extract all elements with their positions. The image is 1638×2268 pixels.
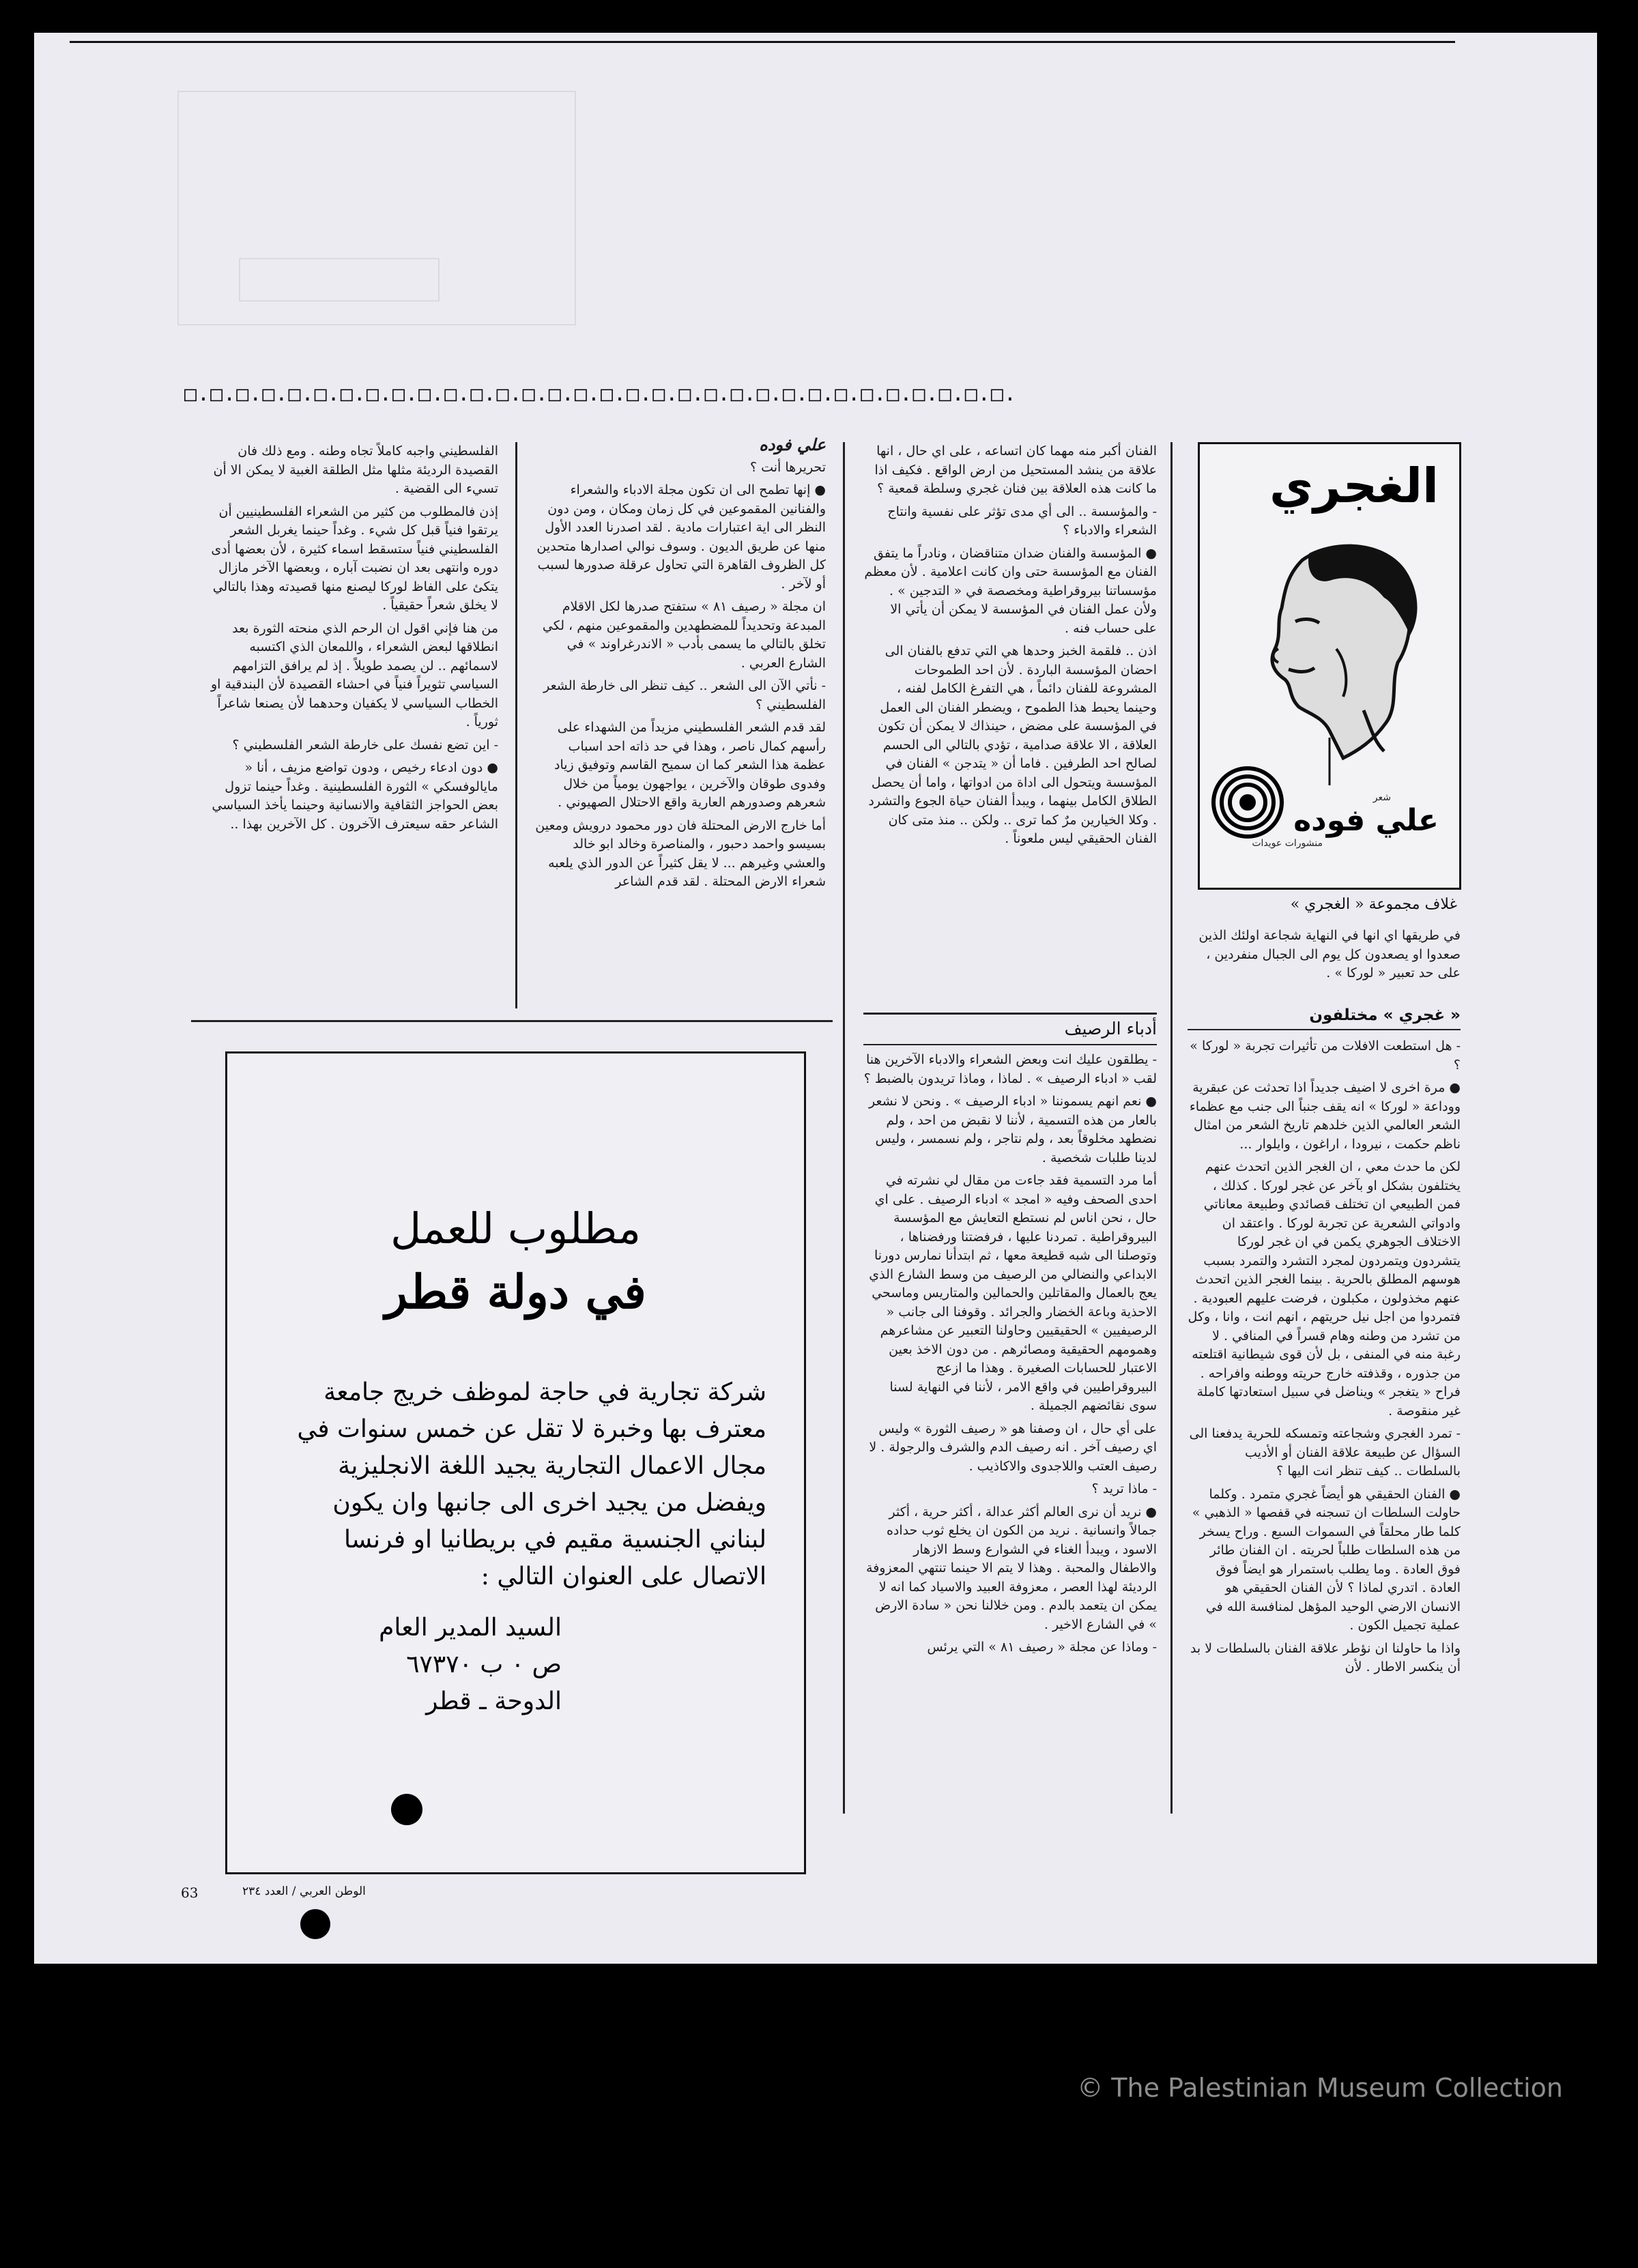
column-1-heading: أدباء الرصيف [1064, 1019, 1157, 1038]
column-2 [532, 435, 826, 1008]
column-1-para: ● نريد أن نرى العالم أكثر عدالة ، أكثر حرية ، أكثر جمالاً وانسانية . نريد من الكون ان يخلع ثوب حداده الاسود ، ويبدأ الغناء في الشوارع وسط الازهار والاطفال والمحبة . وهذا لا يتم الا حينما تنتهي المعزوفة الرديئة لهذا العصر ، معزوفة العبيد والاسياد كما انه لا يمكن ان يتعمد بالدم . ومن خلالنا نحن « سادة الارض » في الشارع الاخير . [866, 1504, 1157, 1632]
column-divider [843, 442, 845, 1814]
column-3-para: من هنا فإني اقول ان الرحم الذي منحته الثورة بعد انطلاقها لبعض الشعراء ، واللمعان الذي اكتسبه لاسمائهم .. لن يصمد طويلاً . إذ لم يرافق التزامهم السياسي تثويراً فنياً في احشاء القصيدة لأن البندقية او الخطاب السياسي لا يكفيان وحدهما لأن يصنعا شاعراً ثورياً . [210, 620, 498, 729]
column-1-para: الفنان أكبر منه مهما كان اتساعه ، على اي حال ، انها علاقة من ينشد المستحيل من ارض الواقع . فكيف اذا ما كانت هذه العلاقة بين فنان غجري وسلطة قمعية ؟ [874, 444, 1157, 496]
column-2-para: - نأتي الآن الى الشعر .. كيف تنظر الى خارطة الشعر الفلسطيني ؟ [543, 678, 826, 712]
column-4-para: ● الفنان الحقيقي هو أيضاً غجري متمرد . وكلما حاولت السلطات ان تسجنه في قفصها « الذهبي » كلما طار محلقاً في السموات السبع . وراح يسخر من هذه السلطات طلباً لحريته . ان الفنان طائر فوق العادة . وما يطلب باستمرار هو ايضاً فوق العادة . اتدري لماذا ؟ لأن الفنان الحقيقي هو الانسان الارضي الوحيد المؤهل لمنافسة الله في عملية تجميل الكون . [1192, 1486, 1461, 1633]
column-4-para: واذا ما حاولنا ان نؤطر علاقة الفنان بالسلطات لا بد أن ينكسر الاطار . لأن [1190, 1640, 1461, 1674]
column-1-para: - والمؤسسة .. الى أي مدى تؤثر على نفسية وانتاج الشعراء والادباء ؟ [887, 504, 1157, 538]
column-4-para: - هل استطعت الافلات من تأثيرات تجربة « لوركا » ؟ [1190, 1038, 1461, 1073]
heading-rule [1188, 1029, 1461, 1030]
column-2-para: ان مجلة « رصيف ٨١ » ستفتح صدرها لكل الاقلام المبدعة وتحديداً للمضطهدين والمقموعين منهم ، لكي تخلق بالتالي ما يسمى بأدب « الاندرغراوند » في الشارع العربي . [542, 599, 826, 671]
publication-source: الوطن العربي / العدد ٢٣٤ [242, 1885, 366, 1898]
column-2-para: أما خارج الارض المحتلة فان دور محمود درويش ومعين بسيسو واحمد دحبور ، والمناصرة وخالد ابو خالد والعشي وغيرهم ... لا يقل كثيراً عن الدور الذي يلعبه شعراء الارض المحتلة . لقد قدم الشاعر [535, 817, 826, 889]
author-signature: علي فوده [759, 435, 826, 454]
book-cover-credits [1213, 792, 1439, 849]
column-1-para: - ماذا تريد ؟ [1091, 1481, 1157, 1496]
copyright-watermark: © The Palestinian Museum Collection [1077, 2073, 1563, 2103]
column-divider [515, 442, 517, 1008]
column-3-para: - اين تضع نفسك على خارطة الشعر الفلسطيني ؟ [232, 737, 498, 753]
book-cover-poet: علي فوده [1293, 803, 1439, 838]
book-cover-title: الغجري [1269, 458, 1439, 514]
poet-portrait-icon [1227, 533, 1432, 785]
column-1-para: على أي حال ، ان وصفنا هو « رصيف الثورة » وليس اي رصيف آخر . انه رصيف الدم والشرف والرجولة . لا رصيف العتب واللاجدوى والاكاذيب . [869, 1421, 1157, 1474]
column-4-para: لكن ما حدث معي ، ان الغجر الذين اتحدث عنهم يختلفون بشكل او بآخر عن غجر لوركا . كذلك ، فمن الطبيعي ان تختلف قصائدي وطبيعة معاناتي وادواتي الشعرية عن تجربة لوركا . واعتقد ان الاختلاف الجوهري يكمن في ان غجر لوركا يتشردون ويتمردون لمجرد التشرد والتمرد بسبب هوسهم المطلق بالحرية . بينما الغجر الذين اتحدث عنهم مخذولون ، مكبلون ، فرضت عليهم العبودية . فتمردوا من اجل نيل حريتهم ، انهم انت ، وانا ، وكل من تشرد من وطنه وهام قسراً في المنافي . لا رغبة منه في المنفى ، بل لأن قوى شيطانية اقتلعته من جذوره ، وقذفته خارج حريته ووطنه وافراحه . فراح « يتغجر » ويناضل في سبيل استعادتها كاملة غير منقوصة . [1188, 1159, 1461, 1419]
column-divider [1170, 442, 1173, 1814]
column-1-para: - يطلقون عليك انت وبعض الشعراء والادباء الآخرين هنا لقب « ادباء الرصيف » . لماذا ، وماذا تريدون بالضبط ؟ [863, 1052, 1157, 1086]
bleed-through-box-small [239, 258, 440, 302]
ad-headline-2: في دولة قطر [385, 1265, 646, 1320]
column-4-heading: « غجري » مختلفون [1309, 1006, 1461, 1024]
ad-body-text: شركة تجارية في حاجة لموظف خريج جامعة معترف بها وخبرة لا تقل عن خمس سنوات في مجال الاعمال التجارية يجيد اللغة الانجليزية ويفضل من يجيد اخرى الى جانبها وان يكون لبناني الجنسية مقيم في بريطانيا او فرنسا الاتصال على العنوان التالي : [297, 1378, 766, 1590]
column-1-para: أما مرد التسمية فقد جاءت من مقال لي نشرته في احدى الصحف وفيه « امجد » ادباء الرصيف . على اي حال ، نحن اناس لم نستطع التعايش مع المؤسسة البيروقراطية . تمردنا عليها ، فرفضتنا ورفضناها ، وتوصلنا الى شبه قطيعة معها ، ثم ابتدأنا نمارس دورنا الابداعي والنضالي من الرصيف من وسط الشارع الذي يعج بالعمال والمقاتلين والحمالين والمتاريس وماسحي الاحذية وباعة الخضار والجرائد . وقوفنا الى جانب « الرصيفيين » الحقيقيين وحاولنا التعبير عن مشاعرهم وهمومهم الحقيقية ومصائرهم . من دون الاخذ بعين الاعتبار للحسابات الصغيرة . وهذا ما ازعج البيروقراطيين في واقع الامر ، لأننا في النهاية لسنا سوى نقائضهم الجميلة . [869, 1173, 1157, 1413]
ad-contact-pobox: ص ٠ ب ٦٧٣٧٠ [406, 1651, 562, 1678]
ad-headline-1: مطلوب للعمل [390, 1204, 641, 1253]
book-cover-subtitle: شعر [1373, 792, 1391, 803]
column-1-bottom [863, 1051, 1157, 1808]
column-3-para: إذن فالمطلوب من كثير من الشعراء الفلسطينيين أن يرتقوا فنياً قبل كل شيء . وغداً حينما يغربل الشعر الفلسطيني فنياً ستسقط اسماء كثيرة ، لأن بعضها أدى دوره وانتهى بعد ان نضبت آباره ، وبعضها الآخر مازال يتكئ على الفاظ لوركا ليصنع منها قصيدته وهذا بالتالي لا يخلق شعراً حقيقياً . [211, 504, 498, 613]
column-3-para: الفلسطيني واجبه كاملاً تجاه وطنه . ومع ذلك فان القصيدة الرديئة مثلها مثل الطلقة الغبية لا يمكن الا أن تسيء الى القضية . [213, 444, 498, 496]
book-cover-publisher: منشورات عويدات [1252, 838, 1323, 849]
column-2-para: تحريرها أنت ؟ [749, 459, 826, 475]
column-3-para: ● دون ادعاء رخيص ، ودون تواضع مزيف ، أنا « مايالوفسكي » الثورة الفلسطينية . وغداً حينما تزول بعض الحواجز الثقافية والانسانية وحينما يأخذ السياسي الشاعر حقه سيعترف الآخرون . كل الآخرين بهذا .. [212, 760, 498, 832]
ink-spot [391, 1794, 422, 1825]
book-cover-image [1198, 442, 1461, 890]
column-4-para: ● مرة اخرى لا اضيف جديداً اذا تحدثت عن عبقرية ووداعة « لوركا » انه يقف جنباً الى جنب مع عظماء الشعر العالمي الذين خلدهم تاريخ الشعر من امثال ناظم حكمت ، نيرودا ، اراغون ، وايلوار ... [1189, 1080, 1461, 1152]
top-rule [70, 41, 1455, 43]
book-cover-caption: غلاف مجموعة « الغجري » [1290, 896, 1457, 913]
ad-contact-name: السيد المدير العام [379, 1614, 562, 1642]
column-3 [205, 442, 498, 1008]
column-1-para: ● المؤسسة والفنان ضدان متناقضان ، ونادراً ما يتفق الفنان مع المؤسسة حتى وان كانت اعلامية . لأن معظم مؤسساتنا بيروقراطية ومخصصة في « التدجين » . ولأن عمل الفنان في المؤسسة لا يمكن أن يأتي الا على حساب فنه . [864, 545, 1157, 636]
newspaper-page [34, 33, 1597, 1964]
section-rule [863, 1044, 1157, 1045]
section-rule [191, 1020, 833, 1022]
ink-spot [300, 1909, 330, 1939]
decorative-dash-row: □.□.□.□.□.□.□.□.□.□.□.□.□.□.□.□.□.□.□.□.□.□.□.□.□.□.□.□.□.□.□.□. [184, 382, 1017, 406]
column-1-top [863, 442, 1157, 1008]
ad-contact-city: الدوحة ـ قطر [426, 1687, 562, 1715]
column-4 [1188, 927, 1461, 1814]
column-1-para: اذن .. فلقمة الخبز وحدها هي التي تدفع بالفنان الى احضان المؤسسة الباردة . لأن احد الطموحات المشروعة للفنان دائماً ، هي التفرغ الكامل لفنه ، وحينما يحبط هذا الطموح ، ويضطر الفنان الى العمل في المؤسسة على مضض ، حينذاك لا يمكن أن تكون العلاقة ، الا علاقة صدامية ، تؤدي بالتالي الى الحسم لصالح احد الطرفين . فاما أن « يتدجن » الفنان في المؤسسة ويتحول الى اداة من ادواتها ، واما أن يحصل الطلاق الكامل بينهما ، ويبدأ الفنان حياة الجوع والتشرد . وكلا الخيارين مرٌ كما ترى .. ولكن .. منذ متى كان الفنان الحقيقي ليس ملعوناً . [868, 643, 1157, 846]
column-4-para: - تمرد الغجري وشجاعته وتمسكه للحرية يدفعنا الى السؤال عن طبيعة علاقة الفنان أو الأديب بالسلطات .. كيف تنظر انت اليها ؟ [1189, 1426, 1461, 1479]
job-advertisement [225, 1051, 806, 1874]
column-1-para: ● نعم انهم يسموننا « ادباء الرصيف » . ونحن لا نشعر بالعار من هذه التسمية ، لأننا لا نقبض من احد ، ولم نضطهد مخلوقاً بعد ، ولم نتاجر ، ولم نسمسر ، وليس لدينا طلبات شخصية . [869, 1094, 1157, 1165]
column-1-para: - وماذا عن مجلة « رصيف ٨١ » التي يرئس [927, 1640, 1157, 1655]
column-2-para: لقد قدم الشعر الفلسطيني مزيداً من الشهداء على رأسهم كمال ناصر ، وهذا في حد ذاته احد اسباب عظمة هذا الشعر كما ان سميح القاسم وتوفيق زياد وفدوى طوقان والآخرين ، يواجهون يومياً من خلال شعرهم وصدورهم العارية واقع الاحتلال الصهيوني . [554, 720, 826, 810]
column-4-intro: في طريقها اي انها في النهاية شجاعة اولئك الذين صعدوا او يصعدون كل يوم الى الجبال منفردين ، على حد تعبير « لوركا » . [1198, 928, 1461, 980]
section-rule [863, 1013, 1157, 1015]
column-2-para: ● إنها تطمح الى ان تكون مجلة الادباء والشعراء والفنانين المقموعين في كل زمان ومكان ، ومن دون النظر الى اية اعتبارات مادية . لقد اصدرنا العدد الأول منها عن طريق الديون . وسوف نوالي اصدارها متحدين كل الظروف القاهرة التي تحاول عرقلة صدورها لسبب أو لآخر . [536, 482, 826, 592]
page-number: 63 [181, 1885, 199, 1901]
ad-contact [268, 1610, 562, 1720]
